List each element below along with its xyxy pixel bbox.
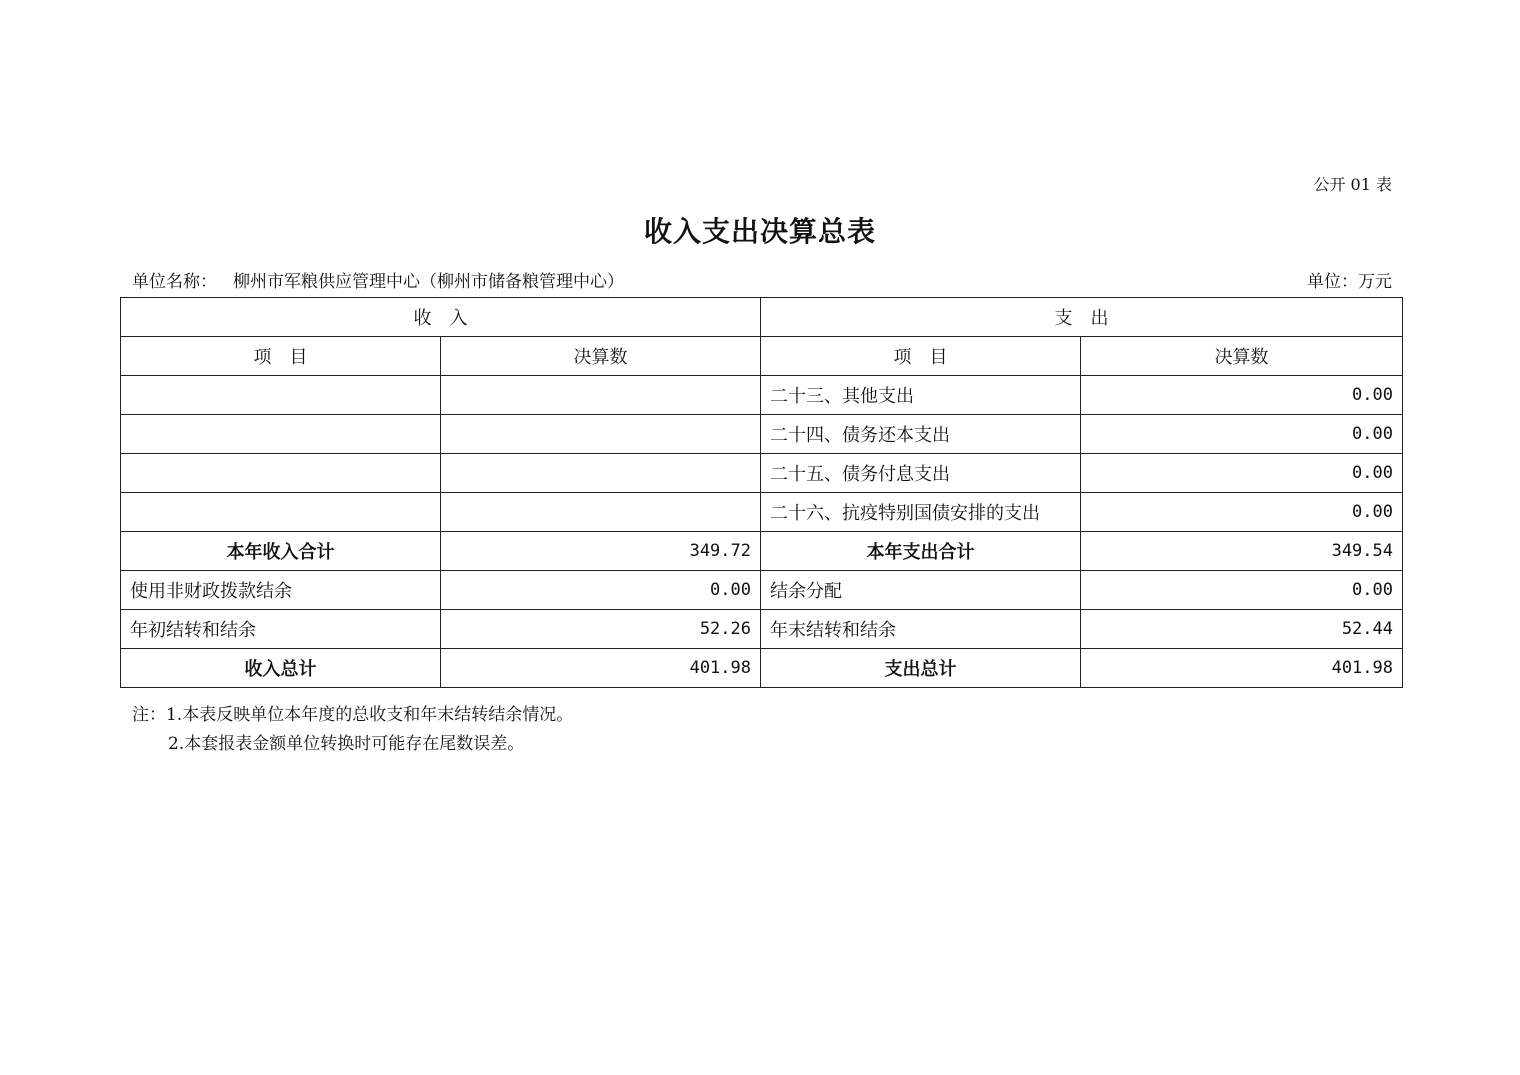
expense-amount: 0.00 [1081, 571, 1403, 610]
income-amount [441, 493, 761, 532]
income-item [121, 454, 441, 493]
annual-income-total-amount: 349.72 [441, 532, 761, 571]
table-row [121, 376, 1403, 415]
expense-amount: 0.00 [1081, 415, 1403, 454]
expense-item: 结余分配 [761, 571, 1081, 610]
annual-income-total-label: 本年收入合计 [121, 532, 441, 571]
note-line-2: 2.本套报表金额单位转换时可能存在尾数误差。 [168, 734, 525, 754]
expense-item-header: 项 目 [761, 337, 1081, 376]
expense-item: 二十三、其他支出 [761, 376, 1081, 415]
income-grand-total-label: 收入总计 [121, 649, 441, 688]
table-row [121, 610, 1403, 649]
expense-item: 二十六、抗疫特别国债安排的支出 [761, 493, 1081, 532]
annual-expense-total-label: 本年支出合计 [761, 532, 1081, 571]
income-item: 年初结转和结余 [121, 610, 441, 649]
expense-item: 二十五、债务付息支出 [761, 454, 1081, 493]
summary-table [120, 297, 1403, 688]
page-title: 收入支出决算总表 [643, 215, 876, 248]
income-item [121, 415, 441, 454]
note-line-1: 注：1.本表反映单位本年度的总收支和年末结转结余情况。 [132, 705, 574, 725]
notes [132, 701, 573, 759]
income-item [121, 493, 441, 532]
income-item [121, 376, 441, 415]
expense-section-header: 支 出 [761, 298, 1403, 337]
income-item: 使用非财政拨款结余 [121, 571, 441, 610]
income-amount: 52.26 [441, 610, 761, 649]
expense-item: 二十四、债务还本支出 [761, 415, 1081, 454]
income-amount [441, 415, 761, 454]
table-row [121, 571, 1403, 610]
expense-amount: 0.00 [1081, 454, 1403, 493]
unit-name-line [132, 267, 624, 292]
grand-total-row [121, 649, 1403, 688]
table-row [121, 493, 1403, 532]
income-amount [441, 376, 761, 415]
table-row [121, 415, 1403, 454]
annual-total-row [121, 532, 1403, 571]
expense-item: 年末结转和结余 [761, 610, 1081, 649]
form-code: 公开 01 表 [1313, 175, 1392, 194]
expense-amount-header: 决算数 [1081, 337, 1403, 376]
income-item-header: 项 目 [121, 337, 441, 376]
currency-unit: 单位：万元 [1307, 272, 1392, 292]
income-section-header: 收 入 [121, 298, 761, 337]
unit-name-value: 柳州市军粮供应管理中心（柳州市储备粮管理中心） [233, 272, 624, 292]
income-amount [441, 454, 761, 493]
income-grand-total-amount: 401.98 [441, 649, 761, 688]
table-row [121, 454, 1403, 493]
income-amount-header: 决算数 [441, 337, 761, 376]
expense-amount: 52.44 [1081, 610, 1403, 649]
expense-grand-total-amount: 401.98 [1081, 649, 1403, 688]
section-header-row [121, 298, 1403, 337]
column-header-row [121, 337, 1403, 376]
income-amount: 0.00 [441, 571, 761, 610]
unit-name-label: 单位名称： [132, 272, 217, 292]
expense-amount: 0.00 [1081, 376, 1403, 415]
expense-grand-total-label: 支出总计 [761, 649, 1081, 688]
expense-amount: 0.00 [1081, 493, 1403, 532]
annual-expense-total-amount: 349.54 [1081, 532, 1403, 571]
